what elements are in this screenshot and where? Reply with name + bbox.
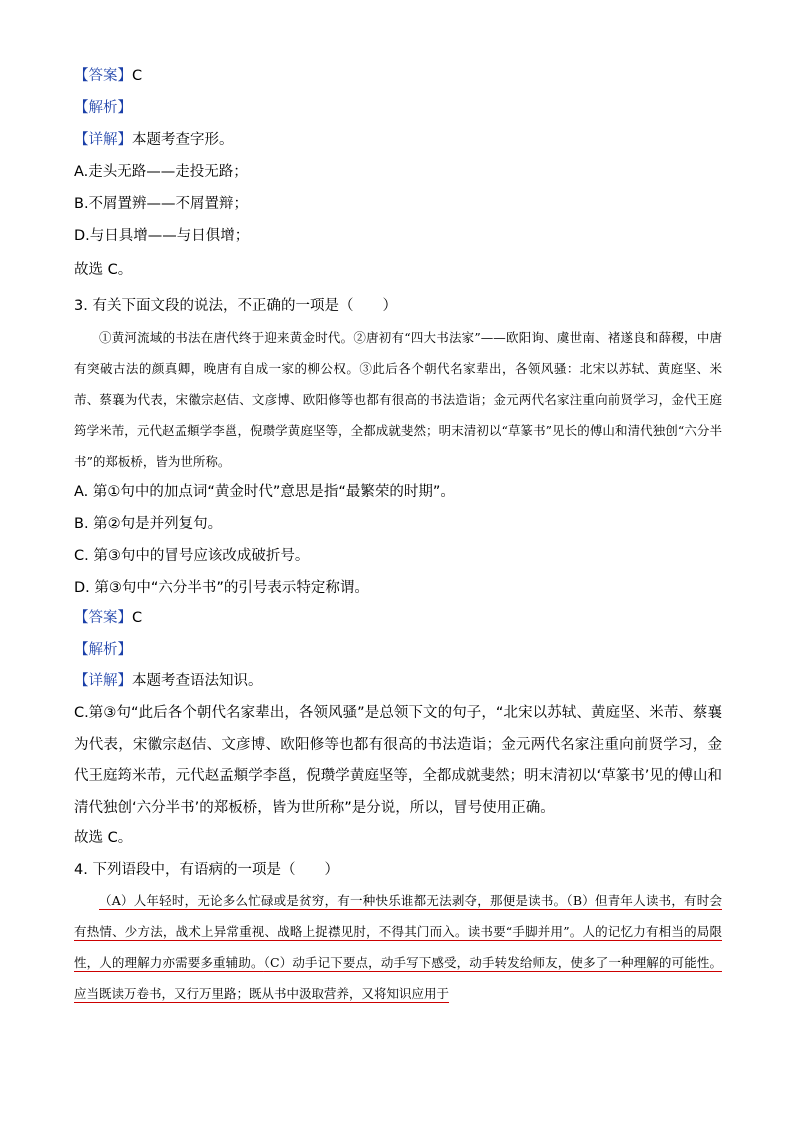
q3-conclusion: 故选 C。 <box>74 830 133 846</box>
q4-passage <box>74 885 722 1009</box>
q3-answer-line <box>74 608 142 628</box>
q2-correction-d: D.与日具增——与日俱增； <box>74 228 250 244</box>
q2-analysis-tag: 【解析】 <box>74 100 132 116</box>
q2-detail-line <box>74 130 234 150</box>
q2-correction-b: B.不屑置辨——不屑置辩； <box>74 196 249 212</box>
q3-detail-tag: 【详解】 <box>74 673 132 689</box>
q2-correction-a: A.走头无路——走投无路； <box>74 164 248 180</box>
q3-detail-text: 本题考查语法知识。 <box>132 673 263 689</box>
q4-passage-c: （C）动手记下要点，动手写下感受，动手转发给师友，使多了一种理解的可能性。应当既读万卷书，又行万里路；既从书中汲取营养，又将知识应用于 <box>74 955 722 1001</box>
q3-stem: 3. 有关下面文段的说法，不正确的一项是（ ） <box>74 298 397 314</box>
q3-answer-value: C <box>132 610 143 626</box>
q4-passage-paragraph <box>74 885 722 1009</box>
q3-passage-text: ①黄河流域的书法在唐代终于迎来黄金时代。②唐初有“四大书法家”——欧阳询、虞世南、褚遂良和薛稷，中唐有突破古法的颜真卿，晚唐有自成一家的柳公权。③此后各个朝代名家辈出，各领风骚：北宋以苏轼、黄庭坚、米芾、蔡襄为代表，宋徽宗赵佶、文彦博、欧阳修等也都有很高的书法造诣；金元两代名家注重向前贤学习，金代王庭筠学米芾，元代赵孟頫学李邕，倪瓒学黄庭坚等，全都成就斐然；明末清初以“草篆书”见长的傅山和清代独创“六分半书”的郑板桥，皆为世所称。 <box>74 330 722 469</box>
q3-passage <box>74 322 722 477</box>
q3-analysis-tag: 【解析】 <box>74 642 132 658</box>
q2-detail-text: 本题考查字形。 <box>132 132 234 148</box>
q2-conclusion: 故选 C。 <box>74 262 133 278</box>
q3-option-d: D. 第③句中“六分半书”的引号表示特定称谓。 <box>74 580 369 596</box>
q3-explanation-text: C.第③句“此后各个朝代名家辈出，各领风骚”是总领下文的句子，“北宋以苏轼、黄庭坚、米芾、蔡襄为代表，宋徽宗赵佶、文彦博、欧阳修等也都有很高的书法造诣；金元两代名家注重向前贤学习，金代王庭筠米芾，元代赵孟頫学李邕，倪瓒学黄庭坚等，全都成就斐然；明末清初以‘草篆书’见的傅山和清代独创‘六分半书’的郑板桥，皆为世所称”是分说，所以，冒号使用正确。 <box>74 705 722 816</box>
q3-option-b: B. 第②句是并列复句。 <box>74 516 223 532</box>
q2-answer-tag: 【答案】 <box>74 68 132 84</box>
q4-passage-a: （A）人年轻时，无论多么忙碌或是贫穷，有一种快乐谁都无法剥夺，那便是读书。 <box>99 893 567 908</box>
q2-detail-tag: 【详解】 <box>74 132 132 148</box>
q2-analysis-line <box>74 98 132 118</box>
q3-option-a: A. 第①句中的加点词“黄金时代”意思是指“最繁荣的时期”。 <box>74 484 455 500</box>
q3-option-c: C. 第③句中的冒号应该改成破折号。 <box>74 548 310 564</box>
q3-answer-tag: 【答案】 <box>74 610 132 626</box>
q3-explanation <box>74 698 722 824</box>
q4-passage-b: （B）但青年人读书，有时会有热情、少方法，战术上异常重视、战略上捉襟见肘，不得其门而入。读书要“手脚并用”。人的记忆力有相当的局限性，人的理解力亦需要多重辅助。 <box>74 893 722 970</box>
q4-stem: 4. 下列语段中，有语病的一项是（ ） <box>74 862 339 878</box>
q3-analysis-line <box>74 640 132 660</box>
q3-detail-line <box>74 671 263 691</box>
q2-answer-value: C <box>132 68 143 84</box>
q2-answer-line <box>74 66 142 86</box>
